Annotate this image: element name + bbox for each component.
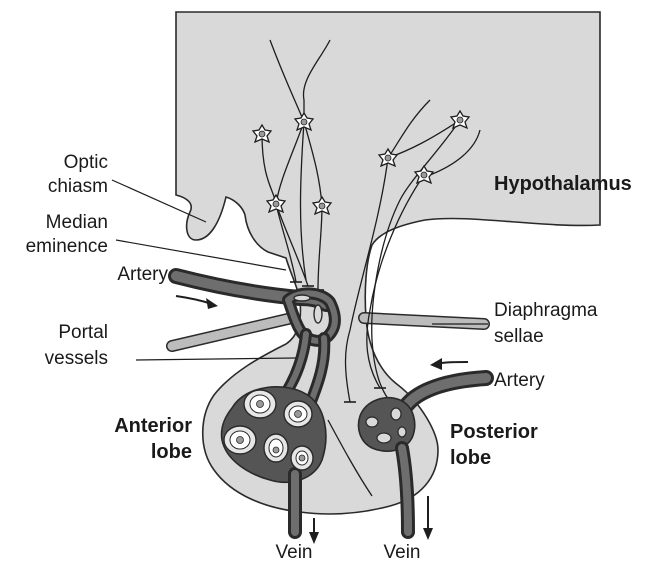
vein-right-label: Vein bbox=[383, 542, 421, 563]
optic-chiasm-label-line1: Optic bbox=[63, 152, 108, 173]
artery-right-label: Artery bbox=[494, 370, 545, 391]
diaphragma-right bbox=[364, 318, 484, 324]
portal-vessels-label-line2: vessels bbox=[44, 348, 108, 369]
anterior-lobe-label-line1: Anterior bbox=[114, 415, 192, 437]
vein-left-label: Vein bbox=[275, 542, 313, 563]
posterior-lobe-label-line2: lobe bbox=[450, 447, 492, 469]
diaphragma-left bbox=[172, 318, 292, 346]
median-eminence-label-line1: Median bbox=[45, 212, 108, 233]
artery-left-label: Artery bbox=[117, 264, 168, 285]
posterior-lobe-label-line1: Posterior bbox=[450, 421, 538, 443]
optic-chiasm-label-line2: chiasm bbox=[47, 176, 108, 197]
diaphragma-sellae-label-line1: Diaphragma bbox=[494, 300, 598, 321]
portal-vessels-label-line1: Portal bbox=[58, 322, 108, 343]
median-eminence-label-line2: eminence bbox=[25, 236, 108, 257]
anterior-lobe-label-line2: lobe bbox=[150, 441, 192, 463]
diaphragma-sellae-label-line2: sellae bbox=[494, 326, 544, 347]
hypothalamus-label: Hypothalamus bbox=[494, 173, 632, 195]
